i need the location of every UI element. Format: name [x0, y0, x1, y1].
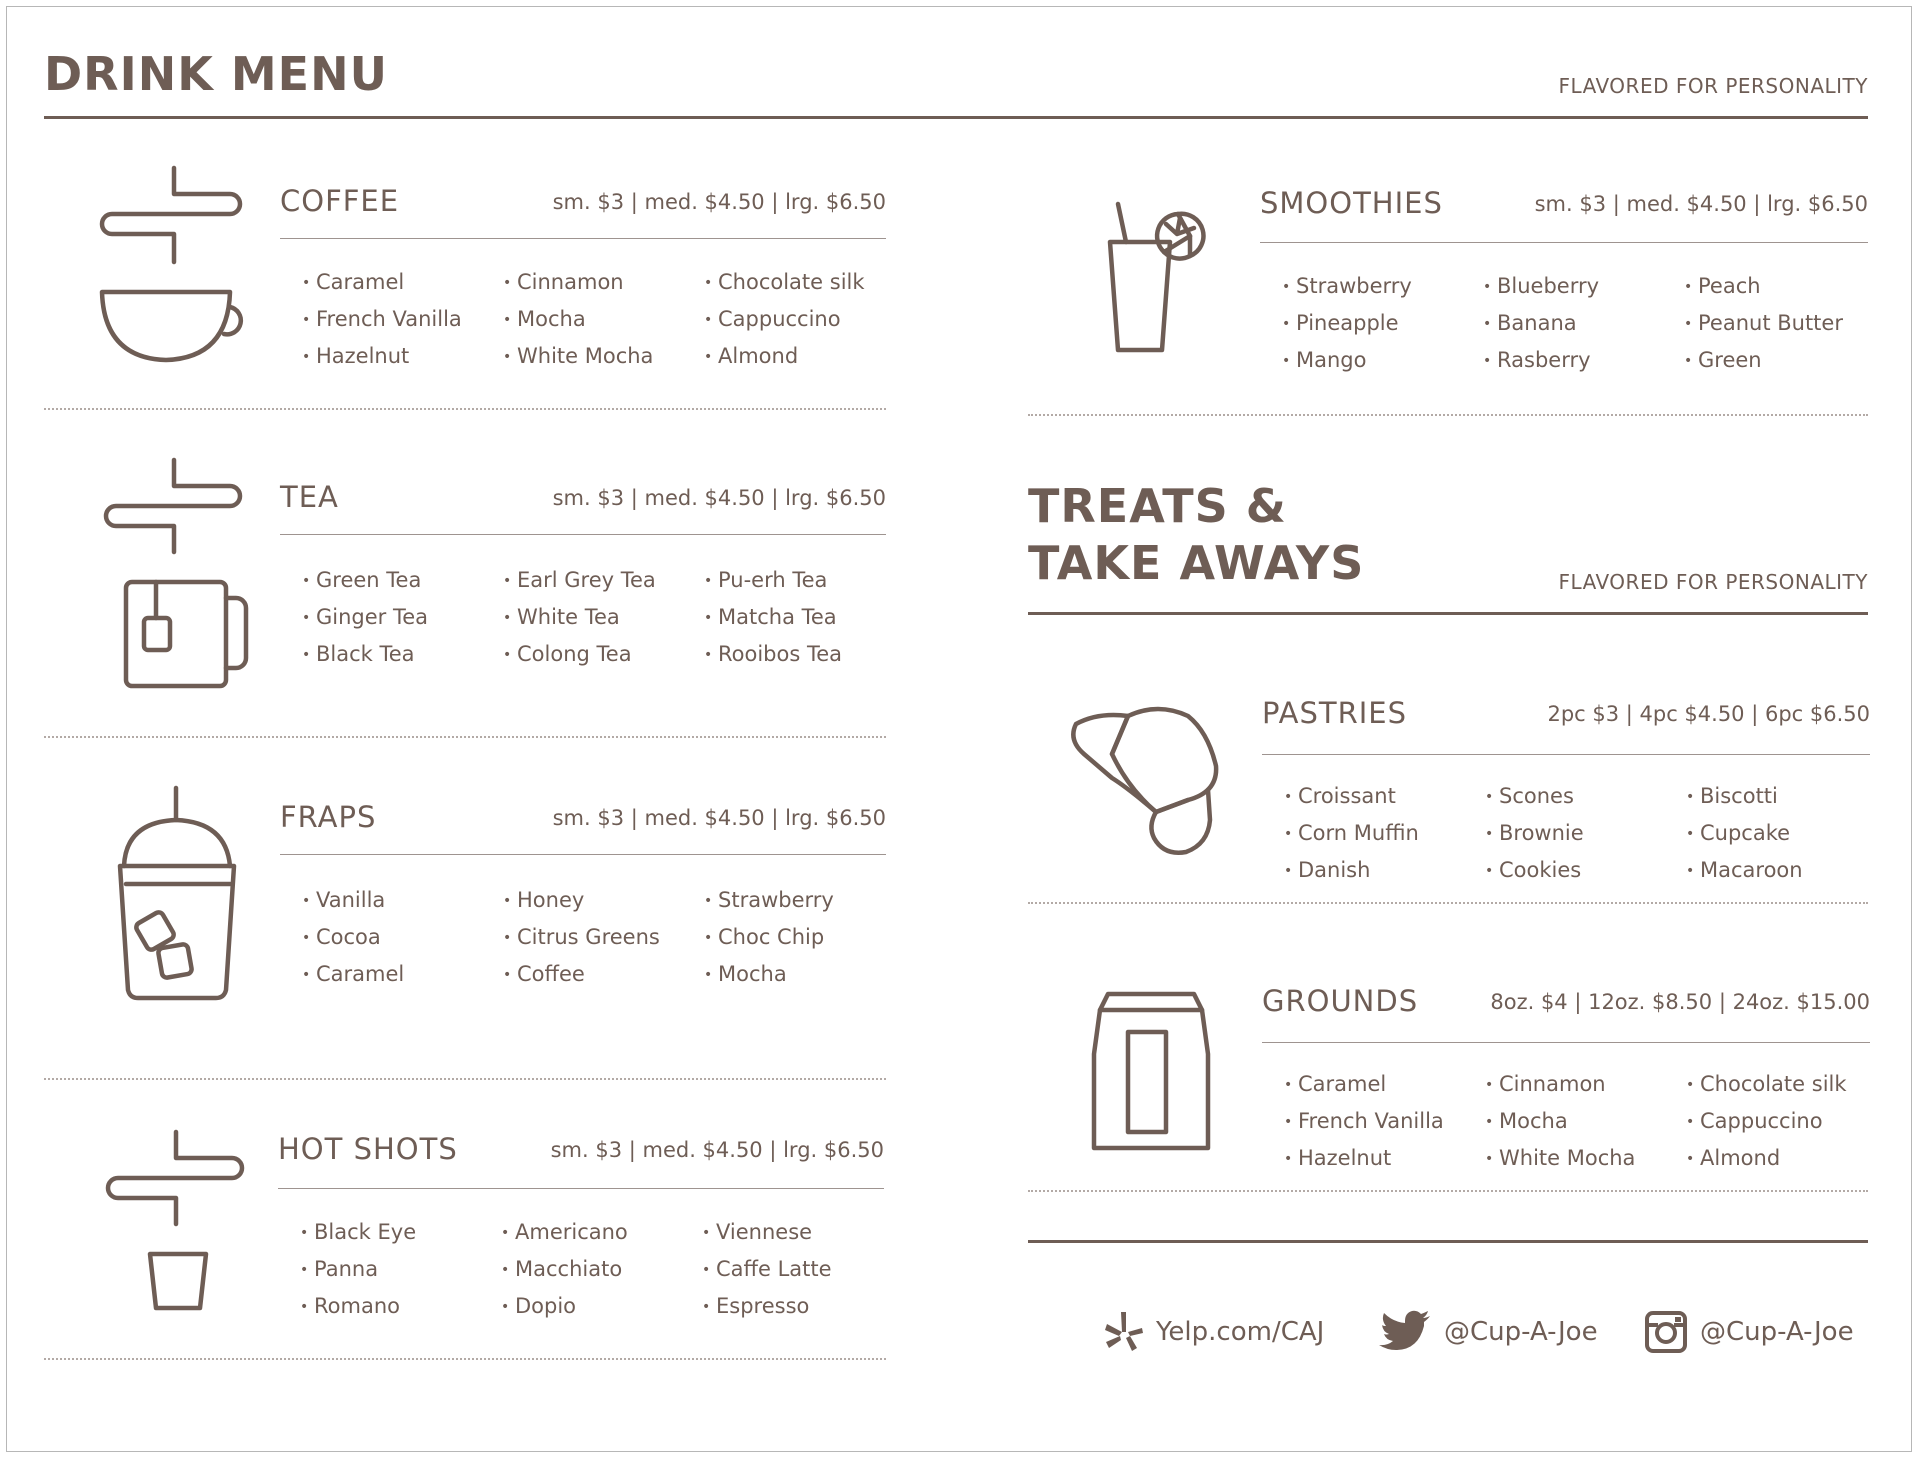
fraps-title-rule — [280, 854, 886, 855]
list-item: • Peach — [1684, 272, 1885, 303]
list-item: • Panna — [300, 1255, 501, 1286]
coffee-title: COFFEE — [280, 184, 400, 218]
list-item: • Macaroon — [1686, 856, 1887, 887]
divider — [1028, 902, 1868, 904]
smoothie-glass-icon — [1104, 200, 1208, 360]
hot-shots-title-rule — [278, 1188, 884, 1189]
yelp-link[interactable] — [1104, 1310, 1324, 1354]
smoothies-title-rule — [1260, 242, 1868, 243]
list-item: • White Mocha — [1485, 1144, 1686, 1175]
croissant-icon — [1058, 692, 1248, 872]
smoothies-items — [1282, 272, 1885, 377]
list-item: • Mocha — [1485, 1107, 1686, 1138]
fraps-price: sm. $3 | med. $4.50 | lrg. $6.50 — [552, 806, 886, 830]
list-item: • Caffe Latte — [702, 1255, 903, 1286]
fraps-section — [44, 776, 886, 1026]
list-item: • Black Tea — [302, 640, 503, 671]
list-item: • White Tea — [503, 603, 704, 634]
list-item: • French Vanilla — [302, 305, 503, 336]
treats-title — [1028, 480, 1364, 590]
list-item: • Cupcake — [1686, 819, 1887, 850]
list-item: • Cinnamon — [1485, 1070, 1686, 1101]
tea-section — [44, 456, 886, 706]
hot-shots-title: HOT SHOTS — [278, 1132, 458, 1166]
frap-cup-icon — [116, 784, 240, 1004]
list-item: • Viennese — [702, 1218, 903, 1249]
tea-price: sm. $3 | med. $4.50 | lrg. $6.50 — [552, 486, 886, 510]
list-item: • Chocolate silk — [1686, 1070, 1887, 1101]
list-item: • Mango — [1282, 346, 1483, 377]
hot-shots-items — [300, 1218, 903, 1323]
twitter-link[interactable] — [1378, 1310, 1598, 1354]
list-item: • Cookies — [1485, 856, 1686, 887]
list-item: • Caramel — [1284, 1070, 1485, 1101]
list-item: • Black Eye — [300, 1218, 501, 1249]
grounds-title-rule — [1262, 1042, 1870, 1043]
twitter-text: @Cup-A-Joe — [1444, 1317, 1598, 1347]
list-item: • Cinnamon — [503, 268, 704, 299]
list-item: • Americano — [501, 1218, 702, 1249]
list-item: • Earl Grey Tea — [503, 566, 704, 597]
list-item: • Coffee — [503, 960, 704, 991]
footer-rule — [1028, 1240, 1868, 1243]
drink-menu-rule — [44, 116, 1868, 119]
list-item: • Green — [1684, 346, 1885, 377]
coffee-title-rule — [280, 238, 886, 239]
list-item: • Croissant — [1284, 782, 1485, 813]
grounds-items — [1284, 1070, 1887, 1175]
smoothies-price: sm. $3 | med. $4.50 | lrg. $6.50 — [1534, 192, 1868, 216]
hot-shots-section — [44, 1108, 884, 1358]
divider — [44, 736, 886, 738]
coffee-items — [302, 268, 905, 373]
coffee-cup-icon — [98, 164, 258, 364]
list-item: • Caramel — [302, 960, 503, 991]
list-item: • Choc Chip — [704, 923, 905, 954]
list-item: • Chocolate silk — [704, 268, 905, 299]
list-item: • Almond — [1686, 1144, 1887, 1175]
list-item: • Rasberry — [1483, 346, 1684, 377]
smoothies-title: SMOOTHIES — [1260, 186, 1443, 220]
divider — [1028, 414, 1868, 416]
list-item: • Strawberry — [704, 886, 905, 917]
list-item: • Vanilla — [302, 886, 503, 917]
yelp-icon — [1104, 1310, 1144, 1354]
list-item: • Pineapple — [1282, 309, 1483, 340]
twitter-icon — [1378, 1310, 1432, 1354]
instagram-link[interactable] — [1644, 1310, 1854, 1354]
coffee-bag-icon — [1090, 990, 1214, 1154]
pastries-title: PASTRIES — [1262, 696, 1408, 730]
list-item: • Hazelnut — [302, 342, 503, 373]
grounds-title: GROUNDS — [1262, 984, 1419, 1018]
list-item: • Colong Tea — [503, 640, 704, 671]
list-item: • Hazelnut — [1284, 1144, 1485, 1175]
divider — [44, 408, 886, 410]
list-item: • Scones — [1485, 782, 1686, 813]
drink-menu-title: DRINK MENU — [44, 47, 388, 101]
list-item: • Peanut Butter — [1684, 309, 1885, 340]
list-item: • Blueberry — [1483, 272, 1684, 303]
list-item: • Mocha — [704, 960, 905, 991]
list-item: • Caramel — [302, 268, 503, 299]
instagram-text: @Cup-A-Joe — [1700, 1317, 1854, 1347]
list-item: • Biscotti — [1686, 782, 1887, 813]
list-item: • Cappuccino — [1686, 1107, 1887, 1138]
smoothies-section — [1028, 164, 1868, 414]
list-item: • Honey — [503, 886, 704, 917]
divider — [44, 1358, 886, 1360]
fraps-items — [302, 886, 905, 991]
instagram-icon — [1644, 1310, 1688, 1354]
treats-title-line1: TREATS & — [1028, 479, 1287, 533]
treats-title-line2: TAKE AWAYS — [1028, 535, 1365, 590]
coffee-section — [44, 160, 886, 410]
list-item: • Mocha — [503, 305, 704, 336]
list-item: • Strawberry — [1282, 272, 1483, 303]
list-item: • Danish — [1284, 856, 1485, 887]
pastries-section — [1028, 676, 1870, 926]
shot-glass-icon — [104, 1128, 254, 1318]
divider — [1028, 1190, 1868, 1192]
list-item: • Almond — [704, 342, 905, 373]
list-item: • Cocoa — [302, 923, 503, 954]
tea-title-rule — [280, 534, 886, 535]
list-item: • Citrus Greens — [503, 923, 704, 954]
treats-rule — [1028, 612, 1868, 615]
tea-items — [302, 566, 905, 671]
list-item: • Green Tea — [302, 566, 503, 597]
fraps-title: FRAPS — [280, 800, 377, 834]
tea-mug-icon — [102, 456, 252, 692]
tea-title: TEA — [280, 480, 339, 514]
list-item: • White Mocha — [503, 342, 704, 373]
list-item: • Matcha Tea — [704, 603, 905, 634]
list-item: • French Vanilla — [1284, 1107, 1485, 1138]
list-item: • Pu-erh Tea — [704, 566, 905, 597]
list-item: • Ginger Tea — [302, 603, 503, 634]
list-item: • Brownie — [1485, 819, 1686, 850]
grounds-section — [1028, 964, 1870, 1214]
list-item: • Dopio — [501, 1292, 702, 1323]
coffee-price: sm. $3 | med. $4.50 | lrg. $6.50 — [552, 190, 886, 214]
list-item: • Espresso — [702, 1292, 903, 1323]
list-item: • Romano — [300, 1292, 501, 1323]
pastries-price: 2pc $3 | 4pc $4.50 | 6pc $6.50 — [1547, 702, 1870, 726]
hot-shots-price: sm. $3 | med. $4.50 | lrg. $6.50 — [550, 1138, 884, 1162]
list-item: • Banana — [1483, 309, 1684, 340]
list-item: • Corn Muffin — [1284, 819, 1485, 850]
drink-menu-tagline: FLAVORED FOR PERSONALITY — [1558, 74, 1868, 98]
list-item: • Rooibos Tea — [704, 640, 905, 671]
list-item: • Cappuccino — [704, 305, 905, 336]
treats-tagline: FLAVORED FOR PERSONALITY — [1558, 570, 1868, 594]
yelp-text: Yelp.com/CAJ — [1156, 1317, 1325, 1347]
pastries-title-rule — [1262, 754, 1870, 755]
divider — [44, 1078, 886, 1080]
grounds-price: 8oz. $4 | 12oz. $8.50 | 24oz. $15.00 — [1490, 990, 1870, 1014]
pastries-items — [1284, 782, 1887, 887]
list-item: • Macchiato — [501, 1255, 702, 1286]
